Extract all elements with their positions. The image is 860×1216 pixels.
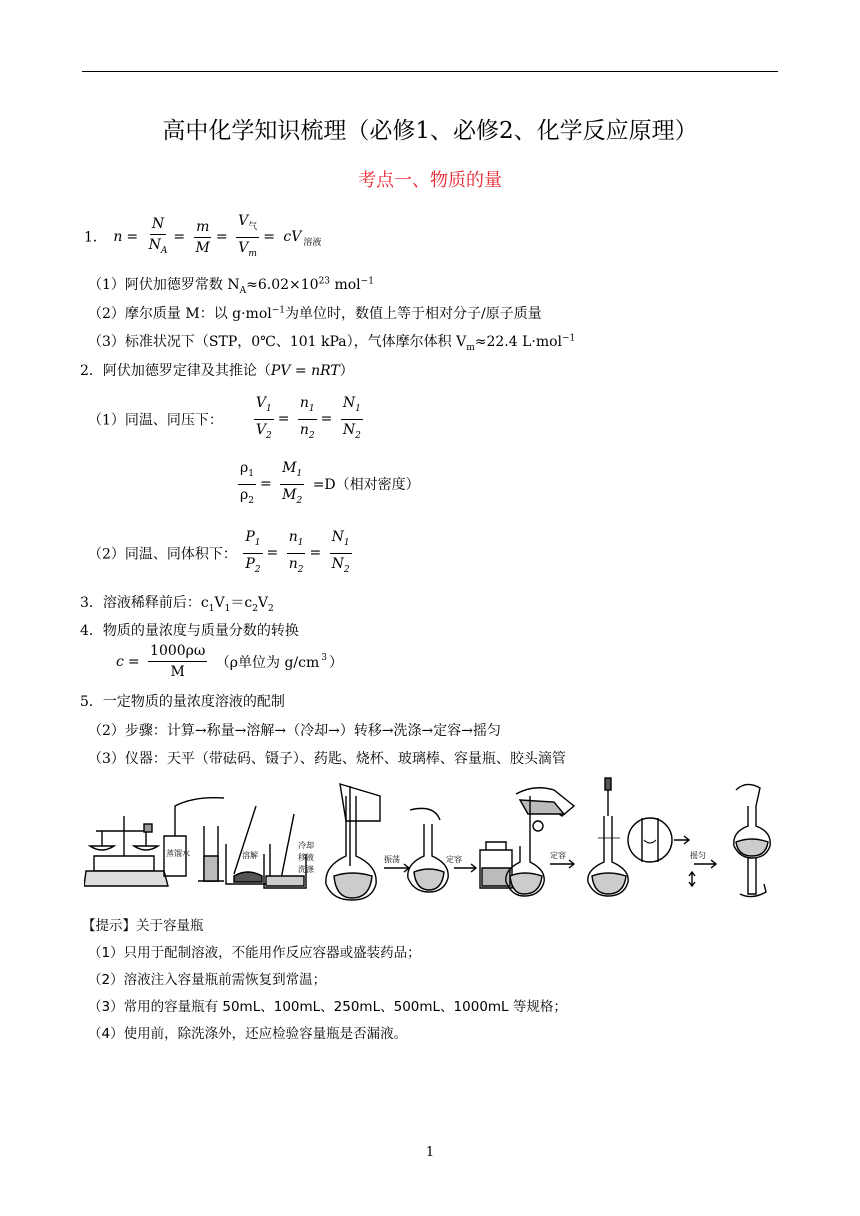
- flask-pour-icon: [506, 788, 574, 896]
- balance-icon: [84, 816, 168, 886]
- page-number: 1: [425, 1145, 435, 1160]
- label-fix-volume-1: 定容: [446, 855, 462, 864]
- concentration-heading: 4．物质的量浓度与质量分数的转换: [80, 623, 299, 639]
- concentration-formula: c = $\frac{1000\rho\omega}{M}$ （ρ单位为 g/cm $^3$ ）: [116, 643, 343, 680]
- arrow-icon: [384, 864, 409, 872]
- same-temp-pressure: （1）同温、同压下： $\frac{V_1}{V_2}$ = $\frac{n_1}{n_2}$ = $\frac{N_1}{N_2}$: [88, 395, 361, 441]
- formula-1: 1． n = $\frac{N}{N_A}$ = $\frac{m}{M}$ = $\frac{V_气}{V_m}$ = cV $_{溶液}$: [84, 212, 321, 263]
- dilution-rule: 3．溶液稀释前后：$c_1V_1=c_2V_2$: [80, 595, 274, 614]
- frac-m-M: $\frac{m}{M}$: [195, 218, 210, 256]
- label-shake: 振荡: [384, 855, 400, 864]
- label-transfer: 移液: [298, 853, 314, 862]
- label-dissolve: 溶解: [242, 851, 258, 860]
- label-invert-mix: 摇匀: [690, 851, 706, 860]
- hint-item-1: （1）只用于配制溶液，不能用作反应容器或盛装药品；: [88, 945, 421, 961]
- flask-dropper-icon: [588, 778, 628, 896]
- arrow-icon: [550, 860, 574, 868]
- flask-invert-icon: [734, 784, 770, 896]
- molar-mass: （2）摩尔质量 M：以 g·mol$^{-1}$为单位时，数值上等于相对分子/原子质量: [88, 305, 542, 322]
- flask-shake-icon: [408, 808, 448, 892]
- section-title: 考点一、物质的量: [358, 170, 502, 191]
- arrow-icon: [694, 860, 716, 868]
- measuring-cylinder-icon: [198, 826, 224, 881]
- page-title: 高中化学知识梳理（必修1、必修2、化学反应原理）: [162, 118, 698, 144]
- label-distilled-water: 蒸馏水: [166, 849, 190, 858]
- avogadro-constant: （1）阿伏加德罗常数 $N_A\approx 6.02\times 10^{23}$ mol$^{-1}$: [88, 276, 374, 296]
- volumetric-flask-transfer-icon: [326, 784, 380, 900]
- hint-item-2: （2）溶液注入容量瓶前需恢复到常温；: [88, 972, 327, 988]
- prep-steps: （2）步骤：计算→称量→溶解→（冷却→）转移→洗涤→定容→摇匀: [88, 723, 502, 739]
- prep-instruments: （3）仪器：天平（带砝码、镊子）、药匙、烧杯、玻璃棒、容量瓶、胶头滴管: [88, 751, 566, 767]
- header-rule: [82, 71, 778, 72]
- molar-volume: （3）标准状况下（STP，0℃、101 kPa），气体摩尔体积 $V_m\approx 22.4$ L·mol$^{-1}$: [88, 333, 576, 353]
- up-down-arrow-icon: [689, 872, 695, 886]
- avogadro-law-heading: 2．阿伏加德罗定律及其推论（PV = nRT）: [80, 363, 354, 379]
- hint-item-4: （4）使用前，除洗涤外，还应检验容量瓶是否漏液。: [88, 1026, 408, 1042]
- hint-heading: 【提示】关于容量瓶: [82, 918, 204, 934]
- arrow-icon: [454, 864, 476, 872]
- relative-density: $\frac{\rho_1}{\rho_2}$ = $\frac{M_1}{M_2}$ =D（相对密度）: [240, 460, 420, 506]
- frac-V-Vm: $\frac{V_气}{V_m}$: [238, 213, 258, 259]
- solution-prep-heading: 5．一定物质的量浓度溶液的配制: [80, 694, 285, 710]
- frac-N-NA: $\frac{N}{N_A}$: [148, 215, 168, 256]
- label-wash: 洗涤: [298, 865, 314, 874]
- hint-item-3: （3）常用的容量瓶有 50mL、100mL、250mL、500mL、1000mL 等规格；: [88, 999, 567, 1015]
- reagent-bottle-icon: [480, 842, 512, 888]
- same-temp-volume: （2）同温、同体积下： $\frac{P_1}{P_2}$ = $\frac{n_1}{n_2}$ = $\frac{N_1}{N_2}$: [88, 529, 350, 575]
- meniscus-magnifier-icon: [628, 818, 689, 862]
- solution-prep-figure: [84, 776, 784, 906]
- label-cool: 冷却: [298, 841, 314, 850]
- label-fix-volume-2: 定容: [550, 851, 566, 860]
